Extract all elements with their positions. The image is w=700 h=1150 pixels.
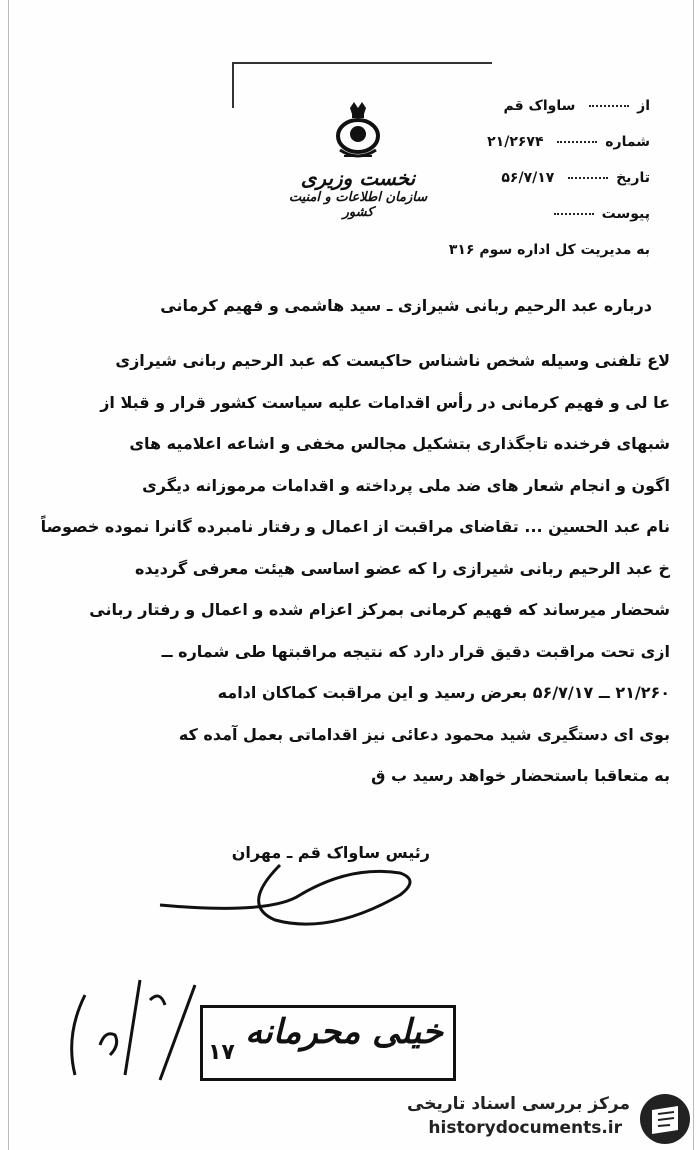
- from-field: [504, 98, 651, 114]
- from-label: از: [637, 98, 650, 114]
- ministry-name: نخست وزیری: [300, 166, 416, 190]
- watermark-persian: مرکز بررسی اسناد تاریخی: [407, 1094, 630, 1114]
- classification-number: ۱۷: [208, 1040, 235, 1065]
- number-field: [487, 134, 650, 150]
- body-line: اگون و انجام شعار های ضد ملی پرداخته و اقدامات مرموزانه دیگری: [142, 475, 670, 495]
- lion-and-sun-emblem: [328, 100, 388, 166]
- date-field: [501, 170, 650, 186]
- attachment-field: [551, 206, 650, 222]
- signature-text: رئیس ساواک قم ـ مهران: [231, 843, 430, 862]
- signature-block: [100, 835, 430, 945]
- dots: [557, 141, 597, 143]
- watermark-url: historydocuments.ir: [428, 1118, 622, 1138]
- classification-text: خیلی محرمانه: [245, 1012, 443, 1052]
- dots: [554, 213, 594, 215]
- archive-logo-icon: [638, 1092, 692, 1146]
- number-label: شماره: [605, 134, 650, 150]
- classification-stamp: [200, 1005, 456, 1081]
- body-line: خ عبد الرحیم ربانی شیرازی را که عضو اساسی هیئت معرفی گردیده: [135, 558, 670, 578]
- letter-body: [20, 340, 670, 797]
- body-line: عا لی و فهیم کرمانی در رأس اقدامات علیه سیاست کشور قرار و قبلا از: [100, 392, 670, 412]
- handwritten-marks: [65, 975, 215, 1085]
- body-line: شبهای فرخنده تاجگذاری بتشکیل مجالس مخفی و اشاعه اعلامیه های: [129, 434, 670, 453]
- from-value: ساواک قم: [503, 98, 576, 114]
- date-value: ۵۶/۷/۱۷: [501, 170, 555, 186]
- body-line: بوی ای دستگیری شید محمود دعائی نیز اقداماتی بعمل آمده که: [178, 724, 670, 744]
- organization-name: سازمان اطلاعات و امنیت کشور: [288, 190, 428, 220]
- body-line: شحضار میرساند که فهیم کرمانی بمرکز اعزام شده و اعمال و رفتار ربانی: [89, 600, 670, 619]
- body-line: نام عبد الحسین ... تقاضای مراقبت از اعمال و رفتار نامبرده گانرا نموده خصوصاً: [40, 517, 670, 536]
- attachment-label: پیوست: [601, 206, 650, 222]
- body-line: لاع تلفنی وسیله شخص ناشناس حاکیست که عبد الرحیم ربانی شیرازی: [115, 351, 670, 370]
- letterhead-emblem: [278, 100, 438, 235]
- number-value: ۲۱/۲۶۷۴: [487, 134, 544, 150]
- subject-line: درباره عبد الرحیم ربانی شیرازی ـ سید هاشمی و فهیم کرمانی: [160, 296, 652, 315]
- to-line: به مدیریت کل اداره سوم ۳۱۶: [448, 242, 650, 258]
- body-line: ازی تحت مراقبت دقیق قرار دارد که نتیجه مراقبتها طی شماره ــ: [161, 641, 670, 661]
- body-line: به متعاقبا باستحضار خواهد رسید ب ق: [371, 766, 670, 785]
- date-label: تاریخ: [616, 170, 650, 186]
- body-line: ۲۱/۲۶۰ ــ ۵۶/۷/۱۷ بعرض رسید و این مراقبت کماکان ادامه: [217, 683, 670, 702]
- dots: [589, 105, 629, 107]
- dots: [568, 177, 608, 179]
